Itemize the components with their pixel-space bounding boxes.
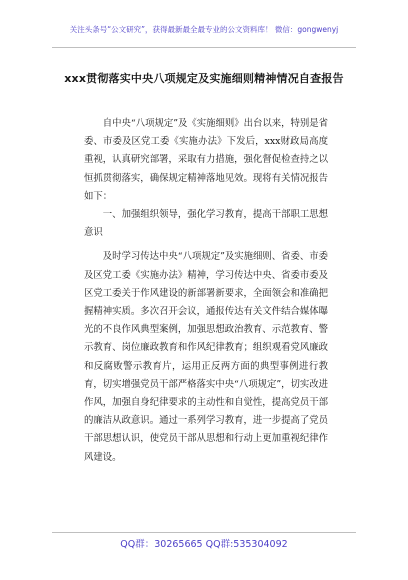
header-divider [52, 47, 356, 48]
footer-divider [52, 532, 356, 533]
body-paragraph-1: 及时学习传达中央“八项规定”及实施细则、省委、市委及区党工委《实施办法》精神，学习传达中央、省委市委及区党工委关于作风建设的新部署新要求，全面领会和准确把握精神实质。多次召开会议，通报传达有关文件结合媒体曝光的不良作风典型案例，加强思想政治教育、示范教育、警示教育、岗位廉政教育和作风纪律教育；组织观看党风廉政和反腐败警示教育片，运用正反两方面的典型事例进行教育，切实增强党员干部严格落实中央“八项规定”，切实改进作风，加强自身纪律要求的主动性和自觉性，提高党员干部的廉洁从政意识。通过一系列学习教育，进一步提高了党员干部思想认识，使党员干部从思想和行动上更加重视纪律作风建设。 [84, 251, 329, 463]
header-banner: 关注头条号“公文研究”，获得最新最全最专业的公文资料库！ 微信：gongwenyj [69, 25, 339, 34]
document-title: xxx贯彻落实中央八项规定及实施细则精神情况自查报告 [64, 72, 344, 85]
page-header [0, 0, 408, 52]
intro-paragraph: 自中央“八项规定”及《实施细则》出台以来，特别是省委、市委及区党工委《实施办法》下发后，xxx财政局高度重视，认真研究部署，采取有力措施，强化督促检查持之以恒抓贯彻落实，确保规定精神落地见效。现将有关情况报告如下： [84, 118, 329, 202]
document-body [84, 115, 328, 467]
section-heading-1: 一、加强组织领导，强化学习教育，提高干部职工思想意识 [84, 209, 328, 239]
footer-contact: QQ群：30265665 QQ群:535304092 [120, 539, 288, 550]
